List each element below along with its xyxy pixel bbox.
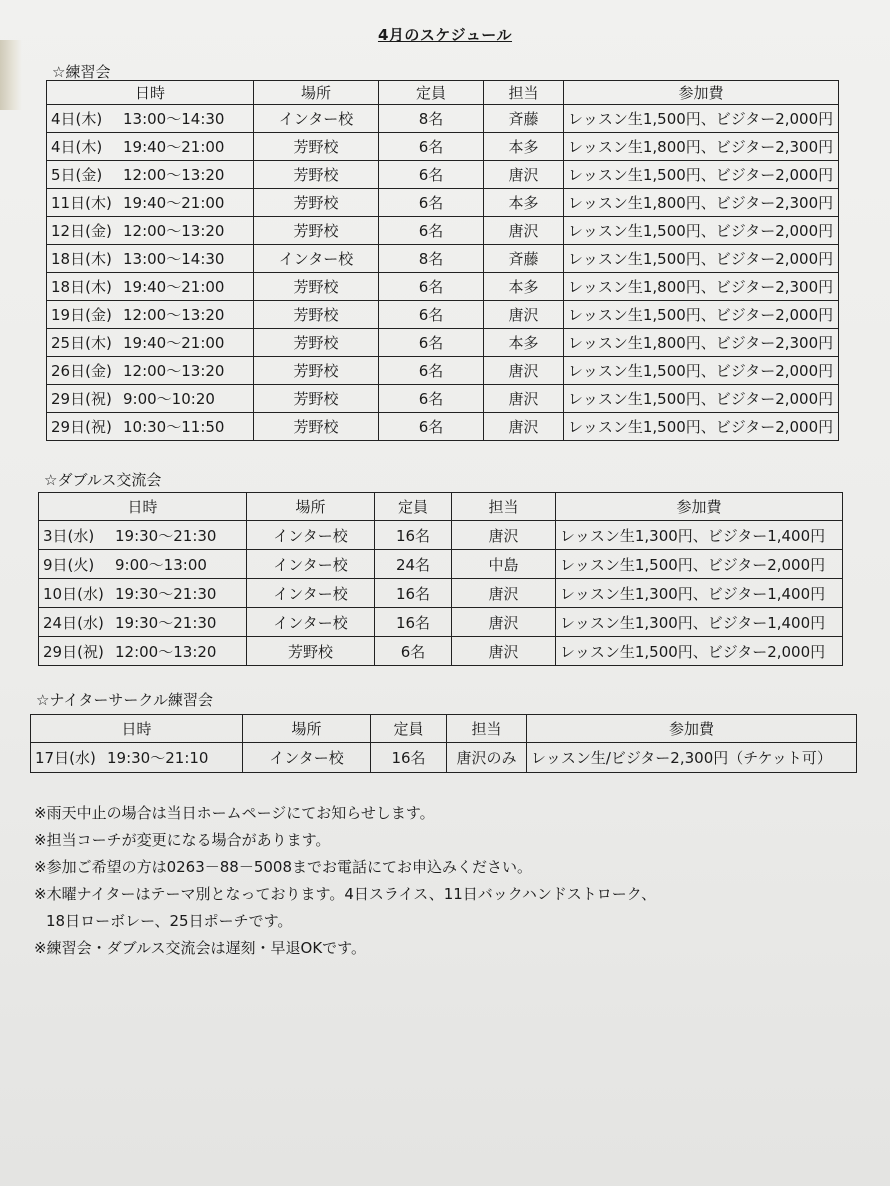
table-row [39, 637, 843, 666]
cell-place: 芳野校 [254, 217, 379, 245]
cell-place: 芳野校 [254, 273, 379, 301]
cell-fee: レッスン生1,500円、ビジター2,000円 [564, 161, 839, 189]
cell-capacity: 8名 [379, 105, 484, 133]
table-row [47, 189, 839, 217]
table-row [39, 521, 843, 550]
cell-datetime [47, 105, 254, 133]
cell-fee: レッスン生1,300円、ビジター1,400円 [556, 521, 843, 550]
section-label-doubles: ☆ダブルス交流会 [44, 471, 162, 489]
table-row [47, 161, 839, 189]
section-label-practice: ☆練習会 [52, 63, 111, 81]
cell-place: インター校 [247, 550, 375, 579]
doubles-table [38, 492, 843, 666]
cell-place: 芳野校 [254, 161, 379, 189]
table-row [47, 273, 839, 301]
cell-datetime [39, 579, 247, 608]
cell-staff: 唐沢 [484, 385, 564, 413]
cell-fee: レッスン生1,500円、ビジター2,000円 [564, 105, 839, 133]
header-capacity: 定員 [375, 493, 452, 521]
cell-day: 4日(木) [51, 138, 103, 156]
header-place: 場所 [243, 715, 371, 743]
header-capacity: 定員 [371, 715, 447, 743]
table-row [47, 217, 839, 245]
cell-place: インター校 [247, 521, 375, 550]
cell-staff: 本多 [484, 133, 564, 161]
cell-staff: 唐沢 [452, 637, 556, 666]
cell-time: 19:40～21:00 [123, 278, 225, 296]
cell-place: 芳野校 [247, 637, 375, 666]
table-header-row [39, 493, 843, 521]
cell-capacity: 6名 [379, 357, 484, 385]
note-line: 18日ローボレー、25日ポーチです。 [46, 912, 293, 930]
cell-day: 24日(水) [43, 613, 104, 632]
cell-datetime [47, 245, 254, 273]
table-row [31, 743, 857, 773]
cell-capacity: 6名 [379, 133, 484, 161]
table-row [47, 357, 839, 385]
cell-staff: 中島 [452, 550, 556, 579]
cell-fee: レッスン生1,500円、ビジター2,000円 [564, 385, 839, 413]
cell-day: 26日(金) [51, 362, 112, 380]
cell-time: 12:00～13:20 [123, 362, 225, 380]
cell-fee: レッスン生1,500円、ビジター2,000円 [564, 301, 839, 329]
table-header-row [31, 715, 857, 743]
header-fee: 参加費 [564, 81, 839, 105]
cell-day: 5日(金) [51, 166, 103, 184]
cell-fee: レッスン生1,500円、ビジター2,000円 [556, 637, 843, 666]
header-staff: 担当 [447, 715, 527, 743]
header-datetime: 日時 [47, 81, 254, 105]
cell-capacity: 6名 [379, 413, 484, 441]
header-capacity: 定員 [379, 81, 484, 105]
cell-staff: 唐沢 [484, 301, 564, 329]
cell-datetime [39, 637, 247, 666]
cell-datetime [31, 743, 243, 773]
cell-capacity: 8名 [379, 245, 484, 273]
cell-staff: 唐沢 [484, 357, 564, 385]
cell-datetime [47, 217, 254, 245]
cell-day: 11日(木) [51, 194, 112, 212]
cell-day: 29日(祝) [51, 390, 112, 408]
cell-day: 17日(水) [35, 749, 96, 767]
cell-time: 9:00～10:20 [123, 390, 215, 408]
cell-place: 芳野校 [254, 385, 379, 413]
cell-datetime [39, 550, 247, 579]
table-row [47, 301, 839, 329]
cell-datetime [47, 413, 254, 441]
cell-capacity: 6名 [379, 329, 484, 357]
page-title: 4月のスケジュール [377, 26, 513, 44]
cell-staff: 斉藤 [484, 105, 564, 133]
cell-place: 芳野校 [254, 301, 379, 329]
cell-capacity: 16名 [375, 579, 452, 608]
cell-staff: 唐沢 [484, 217, 564, 245]
table-row [47, 133, 839, 161]
header-place: 場所 [247, 493, 375, 521]
cell-staff: 本多 [484, 189, 564, 217]
cell-time: 19:30～21:30 [115, 584, 217, 603]
cell-day: 9日(火) [43, 555, 95, 574]
cell-day: 18日(木) [51, 250, 112, 268]
cell-time: 19:30～21:10 [107, 749, 209, 767]
cell-place: 芳野校 [254, 133, 379, 161]
cell-capacity: 6名 [379, 217, 484, 245]
cell-day: 29日(祝) [51, 418, 112, 436]
cell-time: 10:30～11:50 [123, 418, 225, 436]
cell-day: 19日(金) [51, 306, 112, 324]
cell-datetime [47, 133, 254, 161]
cell-place: インター校 [247, 579, 375, 608]
cell-capacity: 6名 [379, 189, 484, 217]
cell-fee: レッスン生1,500円、ビジター2,000円 [564, 217, 839, 245]
cell-staff: 唐沢のみ [447, 743, 527, 773]
table-row [39, 579, 843, 608]
table-row [47, 245, 839, 273]
cell-time: 19:30～21:30 [115, 613, 217, 632]
cell-capacity: 24名 [375, 550, 452, 579]
cell-place: インター校 [247, 608, 375, 637]
cell-time: 12:00～13:20 [115, 642, 217, 661]
cell-place: インター校 [254, 105, 379, 133]
notes-block [34, 800, 864, 962]
cell-datetime [47, 301, 254, 329]
cell-fee: レッスン生1,800円、ビジター2,300円 [564, 329, 839, 357]
cell-staff: 斉藤 [484, 245, 564, 273]
cell-staff: 唐沢 [484, 413, 564, 441]
cell-capacity: 6名 [379, 385, 484, 413]
cell-fee: レッスン生/ビジター2,300円（チケット可） [527, 743, 857, 773]
cell-capacity: 6名 [375, 637, 452, 666]
cell-place: インター校 [254, 245, 379, 273]
header-fee: 参加費 [527, 715, 857, 743]
table-row [39, 608, 843, 637]
cell-time: 19:40～21:00 [123, 138, 225, 156]
cell-datetime [47, 273, 254, 301]
cell-staff: 唐沢 [452, 521, 556, 550]
page-curl-shadow [0, 40, 22, 110]
table-row [47, 329, 839, 357]
cell-time: 9:00～13:00 [115, 555, 207, 574]
table-row [47, 385, 839, 413]
cell-day: 4日(木) [51, 110, 103, 128]
nighter-table [30, 714, 857, 773]
cell-fee: レッスン生1,500円、ビジター2,000円 [564, 413, 839, 441]
cell-capacity: 6名 [379, 301, 484, 329]
cell-time: 12:00～13:20 [123, 222, 225, 240]
cell-fee: レッスン生1,800円、ビジター2,300円 [564, 273, 839, 301]
cell-place: 芳野校 [254, 357, 379, 385]
table-row [47, 413, 839, 441]
cell-datetime [47, 357, 254, 385]
cell-time: 12:00～13:20 [123, 306, 225, 324]
note-line: ※木曜ナイターはテーマ別となっております。4日スライス、11日バックハンドストローク、 [34, 885, 657, 903]
cell-staff: 本多 [484, 329, 564, 357]
cell-time: 19:30～21:30 [115, 526, 217, 545]
practice-table [46, 80, 839, 441]
cell-fee: レッスン生1,500円、ビジター2,000円 [556, 550, 843, 579]
table-row [39, 550, 843, 579]
cell-staff: 唐沢 [484, 161, 564, 189]
cell-capacity: 16名 [375, 521, 452, 550]
cell-place: インター校 [243, 743, 371, 773]
cell-fee: レッスン生1,800円、ビジター2,300円 [564, 133, 839, 161]
cell-time: 13:00～14:30 [123, 110, 225, 128]
header-fee: 参加費 [556, 493, 843, 521]
cell-datetime [39, 521, 247, 550]
cell-time: 12:00～13:20 [123, 166, 225, 184]
cell-fee: レッスン生1,300円、ビジター1,400円 [556, 608, 843, 637]
cell-fee: レッスン生1,500円、ビジター2,000円 [564, 245, 839, 273]
cell-fee: レッスン生1,300円、ビジター1,400円 [556, 579, 843, 608]
cell-time: 19:40～21:00 [123, 194, 225, 212]
cell-datetime [39, 608, 247, 637]
note-line: ※担当コーチが変更になる場合があります。 [34, 831, 331, 849]
cell-day: 29日(祝) [43, 642, 104, 661]
cell-time: 13:00～14:30 [123, 250, 225, 268]
cell-day: 3日(水) [43, 526, 95, 545]
table-header-row [47, 81, 839, 105]
cell-capacity: 6名 [379, 273, 484, 301]
note-line: ※練習会・ダブルス交流会は遅刻・早退OKです。 [34, 939, 366, 957]
cell-capacity: 16名 [371, 743, 447, 773]
cell-day: 18日(木) [51, 278, 112, 296]
cell-day: 12日(金) [51, 222, 112, 240]
cell-datetime [47, 189, 254, 217]
header-datetime: 日時 [39, 493, 247, 521]
cell-time: 19:40～21:00 [123, 334, 225, 352]
cell-day: 25日(木) [51, 334, 112, 352]
cell-staff: 本多 [484, 273, 564, 301]
cell-staff: 唐沢 [452, 579, 556, 608]
note-line: ※雨天中止の場合は当日ホームページにてお知らせします。 [34, 804, 435, 822]
cell-capacity: 16名 [375, 608, 452, 637]
cell-fee: レッスン生1,500円、ビジター2,000円 [564, 357, 839, 385]
cell-place: 芳野校 [254, 413, 379, 441]
cell-datetime [47, 329, 254, 357]
section-label-nighter: ☆ナイターサークル練習会 [36, 691, 213, 709]
note-line: ※参加ご希望の方は0263－88－5008までお電話にてお申込みください。 [34, 858, 533, 876]
header-staff: 担当 [484, 81, 564, 105]
header-datetime: 日時 [31, 715, 243, 743]
cell-datetime [47, 161, 254, 189]
cell-fee: レッスン生1,800円、ビジター2,300円 [564, 189, 839, 217]
header-staff: 担当 [452, 493, 556, 521]
cell-day: 10日(水) [43, 584, 104, 603]
cell-staff: 唐沢 [452, 608, 556, 637]
cell-place: 芳野校 [254, 189, 379, 217]
cell-capacity: 6名 [379, 161, 484, 189]
cell-datetime [47, 385, 254, 413]
table-row [47, 105, 839, 133]
header-place: 場所 [254, 81, 379, 105]
cell-place: 芳野校 [254, 329, 379, 357]
